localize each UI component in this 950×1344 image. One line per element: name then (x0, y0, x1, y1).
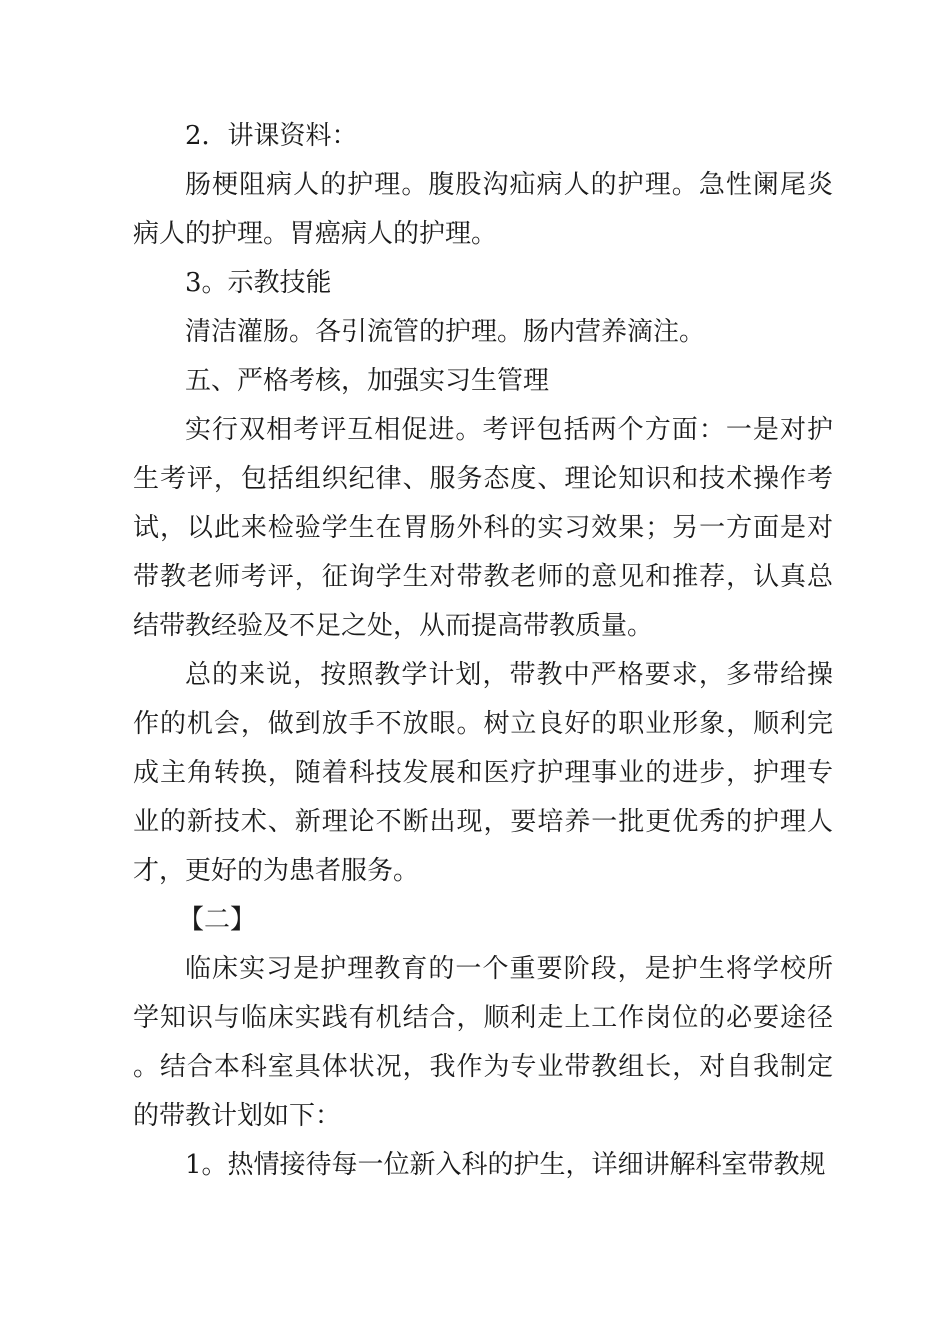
paragraph-summary: 总的来说，按照教学计划，带教中严格要求，多带给操作的机会，做到放手不放眼。树立良好的职业形象，顺利完成主角转换，随着科技发展和医疗护理事业的进步，护理专业的新技术、新理论不断出现，要培养一批更优秀的护理人才，更好的为患者服务。 (133, 660, 833, 886)
paragraph-lecture-heading: 2．讲课资料： (185, 121, 358, 151)
paragraph-assessment: 实行双相考评互相促进。考评包括两个方面：一是对护生考评，包括组织纪律、服务态度、理论知识和技术操作考试，以此来检验学生在胃肠外科的实习效果；另一方面是对带教老师考评，征询学生对带教老师的意见和推荐，认真总结带教经验及不足之处，从而提高带教质量。 (133, 415, 833, 641)
document-body (133, 112, 833, 1190)
paragraph-section-five-heading: 五、严格考核，加强实习生管理 (185, 366, 550, 396)
paragraph-demo-skills: 清洁灌肠。各引流管的护理。肠内营养滴注。 (185, 317, 706, 347)
paragraph-clinical-intro: 临床实习是护理教育的一个重要阶段，是护生将学校所学知识与临床实践有机结合，顺利走上工作岗位的必要途径。结合本科室具体状况，我作为专业带教组长，对自我制定的带教计划如下： (133, 954, 833, 1131)
paragraph-plan-item-one: 1。热情接待每一位新入科的护生，详细讲解科室带教规 (185, 1150, 826, 1180)
paragraph-lecture-topics: 肠梗阻病人的护理。腹股沟疝病人的护理。急性阑尾炎病人的护理。胃癌病人的护理。 (133, 170, 833, 249)
paragraph-part-two-heading: 【二】 (178, 905, 257, 935)
paragraph-demo-heading: 3。示教技能 (185, 268, 332, 298)
